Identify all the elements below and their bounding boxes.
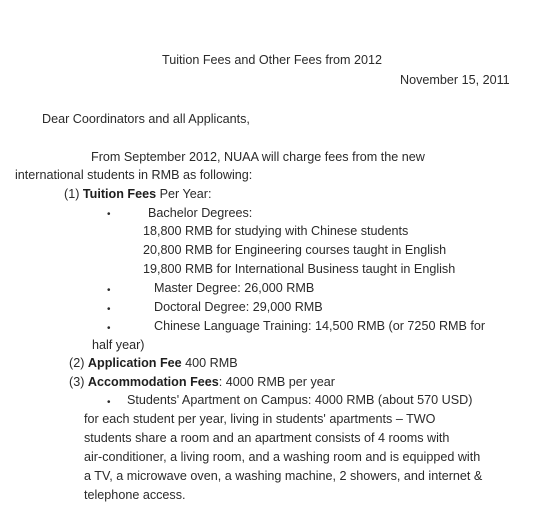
application-suffix: 400 RMB [181, 356, 238, 370]
application-number: (2) [69, 356, 85, 370]
application-label: Application Fee [87, 356, 182, 370]
accommodation-line-1: Students' Apartment on Campus: 4000 RMB (about 570 USD) [127, 393, 473, 407]
accommodation-label: Accommodation Fees [87, 375, 219, 389]
chinese-training-fee-line-2: half year) [92, 338, 145, 352]
accommodation-line-2: for each student per year, living in students' apartments – TWO [84, 412, 436, 426]
bullet: • [107, 209, 111, 220]
accommodation-suffix: : 4000 RMB per year [218, 375, 335, 389]
master-fee: Master Degree: 26,000 RMB [154, 281, 315, 295]
bullet: • [107, 304, 111, 315]
tuition-label: Tuition Fees [82, 187, 157, 201]
accommodation-number: (3) [69, 375, 85, 389]
intro-line-1: From September 2012, NUAA will charge fees from the new [91, 150, 425, 164]
salutation: Dear Coordinators and all Applicants, [42, 112, 250, 126]
intro-line-2: international students in RMB as following: [15, 168, 253, 182]
document-date: November 15, 2011 [400, 73, 510, 87]
bachelor-fee-1: 18,800 RMB for studying with Chinese students [143, 224, 409, 238]
accommodation-line-4: air-conditioner, a living room, and a washing room and is equipped with [84, 450, 481, 464]
tuition-suffix: Per Year: [156, 187, 212, 201]
accommodation-line-5: a TV, a microwave oven, a washing machine, 2 showers, and internet & [84, 469, 483, 483]
bullet: • [107, 285, 111, 296]
tuition-heading [64, 186, 211, 203]
chinese-training-fee-line-1: Chinese Language Training: 14,500 RMB (or 7250 RMB for [154, 319, 486, 333]
accommodation-line-3: students share a room and an apartment consists of 4 rooms with [84, 431, 450, 445]
bachelor-fee-2: 20,800 RMB for Engineering courses taught in English [143, 243, 447, 257]
bullet: • [107, 397, 111, 408]
tuition-number: (1) [64, 187, 80, 201]
doctoral-fee: Doctoral Degree: 29,000 RMB [154, 300, 323, 314]
document-title: Tuition Fees and Other Fees from 2012 [162, 53, 383, 67]
accommodation-heading [69, 374, 335, 391]
bullet: • [107, 323, 111, 334]
bachelor-fee-3: 19,800 RMB for International Business taught in English [143, 262, 456, 276]
accommodation-line-6: telephone access. [84, 488, 186, 502]
application-fee [69, 355, 238, 372]
bachelor-title: Bachelor Degrees: [148, 206, 253, 220]
